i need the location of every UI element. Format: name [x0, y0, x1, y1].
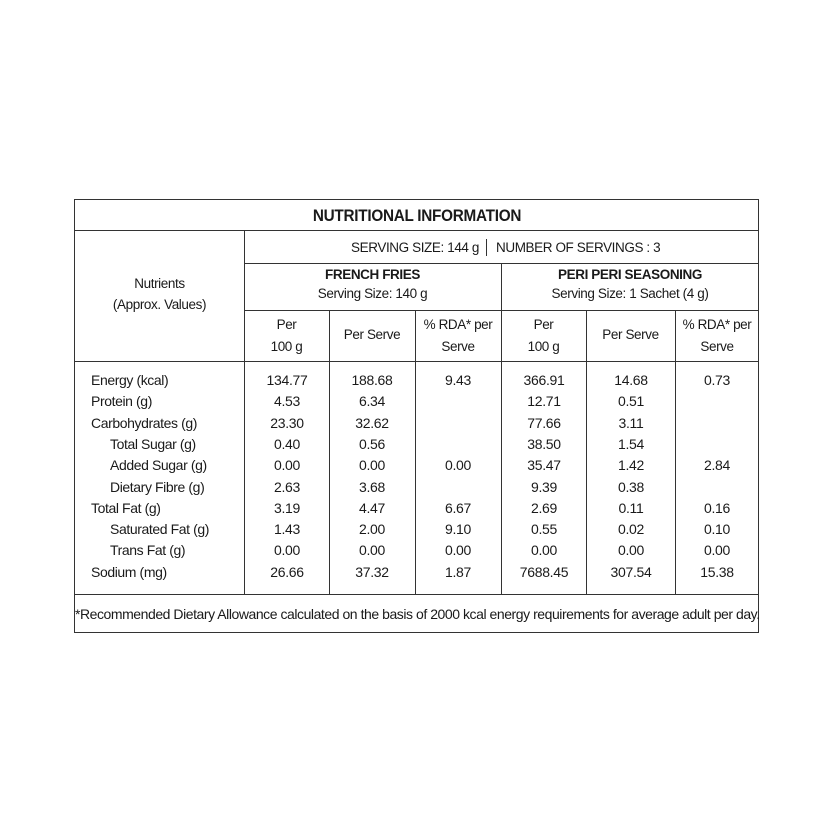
- column-header: Serve: [441, 339, 475, 354]
- column-header: Per: [276, 317, 297, 332]
- group-name: PERI PERI SEASONING: [558, 267, 702, 282]
- row-label: Trans Fat (g): [110, 542, 186, 559]
- table-cell: 3.11: [618, 414, 644, 431]
- table-cell: 1.43: [273, 521, 301, 538]
- table-cell: 2.69: [530, 499, 558, 516]
- table-cell: 0.73: [703, 372, 731, 388]
- table-cell: 134.77: [266, 372, 308, 388]
- table-cell: 0.51: [617, 393, 645, 410]
- table-cell: 1.87: [444, 563, 472, 580]
- table-cell: 0.00: [273, 457, 301, 474]
- row-label: Total Sugar (g): [110, 435, 196, 452]
- table-cell: 0.00: [530, 542, 558, 559]
- table-cell: 0.00: [273, 542, 301, 559]
- table-cell: 3.68: [358, 478, 386, 495]
- serving-size: SERVING SIZE: 144 g: [351, 240, 479, 255]
- table-cell: 15.38: [700, 563, 734, 580]
- table-cell: 307.54: [610, 563, 652, 580]
- row-label: Energy (kcal): [91, 372, 169, 388]
- column-header: Per Serve: [343, 327, 401, 342]
- table-title: NUTRITIONAL INFORMATION: [312, 206, 522, 225]
- table-cell: 0.11: [618, 499, 644, 516]
- table-cell: 9.39: [530, 478, 558, 495]
- number-of-servings: NUMBER OF SERVINGS : 3: [496, 240, 661, 255]
- table-cell: 23.30: [270, 414, 304, 431]
- table-cell: 0.56: [358, 435, 386, 452]
- divider: [75, 594, 759, 595]
- table-cell: 0.00: [444, 542, 472, 559]
- table-cell: 4.47: [358, 499, 386, 516]
- table-cell: 2.84: [703, 457, 731, 474]
- table-cell: 14.68: [614, 372, 648, 388]
- row-label: Carbohydrates (g): [91, 414, 198, 431]
- table-cell: 35.47: [527, 457, 561, 474]
- row-label: Added Sugar (g): [110, 457, 207, 474]
- column-header: Serve: [700, 339, 734, 354]
- table-cell: 0.00: [358, 542, 386, 559]
- table-cell: 6.67: [444, 499, 472, 516]
- table-cell: 12.71: [527, 393, 561, 410]
- row-label: Dietary Fibre (g): [110, 478, 205, 495]
- row-label: Total Fat (g): [91, 499, 161, 516]
- nutrients-subheader: (Approx. Values): [112, 297, 207, 312]
- table-cell: 77.66: [527, 414, 561, 431]
- column-header: Per: [533, 317, 554, 332]
- table-cell: 188.68: [351, 372, 393, 388]
- table-cell: 3.19: [273, 499, 301, 516]
- column-header: 100 g: [270, 339, 303, 354]
- nutrition-table: [74, 199, 759, 633]
- table-cell: 0.00: [444, 457, 472, 474]
- table-cell: 0.00: [617, 542, 645, 559]
- table-cell: 2.00: [358, 521, 386, 538]
- table-cell: 38.50: [527, 435, 561, 452]
- table-cell: 1.42: [617, 457, 645, 474]
- table-cell: 7688.45: [519, 563, 569, 580]
- group-serving: Serving Size: 1 Sachet (4 g): [551, 286, 709, 301]
- table-cell: 32.62: [355, 414, 389, 431]
- table-cell: 0.55: [530, 521, 558, 538]
- table-cell: 9.10: [444, 521, 472, 538]
- table-cell: 37.32: [355, 563, 389, 580]
- column-header: % RDA* per: [423, 317, 493, 332]
- table-cell: 0.16: [703, 499, 731, 516]
- table-cell: 2.63: [273, 478, 301, 495]
- table-cell: 0.40: [273, 435, 301, 452]
- group-name: FRENCH FRIES: [325, 267, 420, 282]
- column-header: Per Serve: [602, 327, 659, 342]
- footnote: *Recommended Dietary Allowance calculated on the basis of 2000 kcal energy requirements for average adult per day.: [75, 606, 760, 622]
- table-cell: 0.38: [617, 478, 645, 495]
- column-header: % RDA* per: [682, 317, 752, 332]
- table-cell: 0.00: [703, 542, 731, 559]
- row-label: Protein (g): [91, 393, 152, 410]
- nutrients-header: Nutrients: [134, 276, 185, 291]
- group-serving: Serving Size: 140 g: [317, 286, 428, 301]
- table-cell: 0.10: [703, 521, 731, 538]
- divider: [244, 230, 245, 594]
- table-cell: 6.34: [358, 393, 386, 410]
- divider: [75, 361, 759, 362]
- table-cell: 0.02: [617, 521, 645, 538]
- table-cell: 1.54: [617, 435, 645, 452]
- table-cell: 366.91: [523, 372, 565, 388]
- divider: [486, 239, 487, 256]
- table-cell: 4.53: [273, 393, 301, 410]
- table-cell: 9.43: [444, 372, 472, 388]
- row-label: Saturated Fat (g): [110, 521, 210, 538]
- table-cell: 0.00: [358, 457, 386, 474]
- column-header: 100 g: [527, 339, 560, 354]
- table-cell: 26.66: [270, 563, 304, 580]
- divider: [75, 230, 759, 231]
- row-label: Sodium (mg): [91, 563, 167, 580]
